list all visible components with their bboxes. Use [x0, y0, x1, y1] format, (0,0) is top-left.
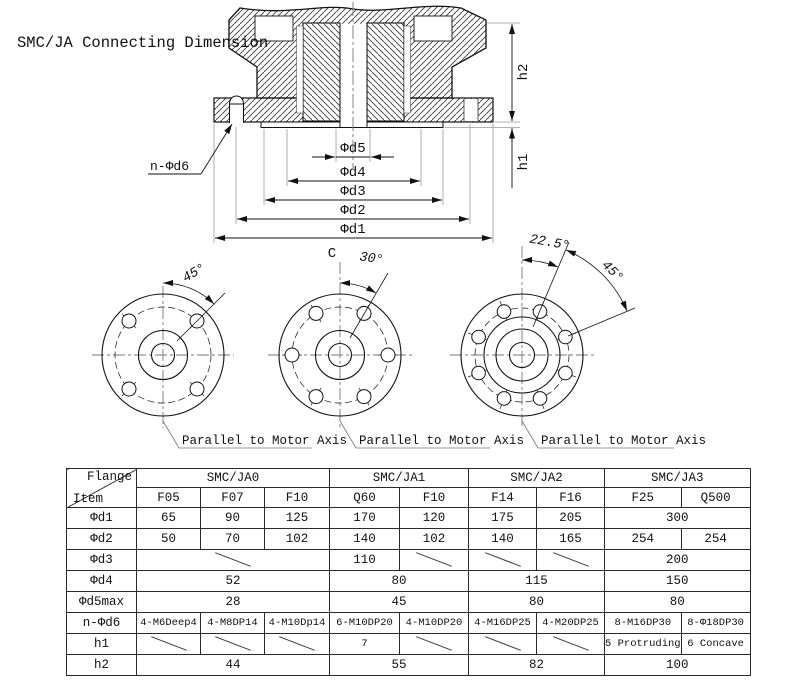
corner-item-label: Item [73, 492, 104, 506]
table-cell: 44 [137, 655, 330, 676]
table-cell: 4-M16DP25 [469, 613, 537, 634]
table-cell: 55 [330, 655, 469, 676]
table-cell-na [400, 550, 469, 571]
table-cell: 140 [330, 529, 400, 550]
dim-label-d5: Φd5 [340, 141, 366, 157]
view-c-note: Parallel to Motor Axis [541, 434, 707, 448]
not-applicable-slash [416, 552, 452, 567]
dim-label-h1: h1 [516, 153, 532, 171]
table-cell: 6-M10DP20 [330, 613, 400, 634]
counterbore-cap [230, 96, 244, 104]
table-cell: 65 [137, 508, 201, 529]
table-cell: 5 Protruding [605, 634, 682, 655]
table-cell: 115 [469, 571, 605, 592]
table-cell-na [201, 634, 265, 655]
not-applicable-slash [485, 552, 521, 567]
table-cell: 100 [605, 655, 751, 676]
table-cell: 102 [265, 529, 330, 550]
dim-label-d4: Φd4 [340, 165, 366, 181]
row-label: Φd2 [67, 529, 137, 550]
not-applicable-slash [215, 636, 251, 651]
view-c-angle1: 22.5° [528, 232, 571, 255]
dim-label-h2: h2 [516, 63, 532, 81]
table-cell: 82 [469, 655, 605, 676]
flange-model-header: F07 [201, 488, 265, 508]
flange-model-header: Q500 [681, 488, 750, 508]
page-title: SMC/JA Connecting Dimension [17, 34, 269, 52]
table-cell: 4-M10Dp14 [265, 613, 330, 634]
dimension-table [66, 468, 751, 676]
table-cell-na [137, 634, 201, 655]
bolt-hole-callout [148, 124, 232, 174]
table-cell: 254 [681, 529, 750, 550]
table-cell-na [400, 634, 469, 655]
table-cell: 254 [605, 529, 682, 550]
table-cell: 200 [605, 550, 751, 571]
row-label: Φd1 [67, 508, 137, 529]
table-cell: 4-M6Deep4 [137, 613, 201, 634]
hub-left [303, 23, 340, 121]
table-cell: 205 [537, 508, 605, 529]
corner-flange-label: Flange [86, 470, 132, 484]
not-applicable-slash [151, 636, 187, 651]
not-applicable-slash [416, 636, 452, 651]
view-c-angle2: 45° [597, 258, 626, 287]
bolt-hole-label: n-Φd6 [150, 159, 190, 174]
table-corner-cell [67, 469, 137, 508]
flange-model-header: F10 [265, 488, 330, 508]
table-cell-na [469, 634, 537, 655]
flange-group-header: SMC/JA2 [469, 469, 605, 488]
table-cell: 7 [330, 634, 400, 655]
table-cell-na [265, 634, 330, 655]
table-cell: 80 [330, 571, 469, 592]
table-cell-na [537, 550, 605, 571]
view-a-angle: 45° [180, 261, 210, 287]
table-cell: 50 [137, 529, 201, 550]
row-label: h1 [67, 634, 137, 655]
table-cell: 4-M20DP25 [537, 613, 605, 634]
table-cell: 140 [469, 529, 537, 550]
hub-right [367, 23, 404, 121]
not-applicable-slash [485, 636, 521, 651]
table-cell: 170 [330, 508, 400, 529]
not-applicable-slash [215, 552, 251, 567]
table-cell: 28 [137, 592, 330, 613]
flange-model-header: F25 [605, 488, 682, 508]
not-applicable-slash [279, 636, 315, 651]
table-cell: 80 [469, 592, 605, 613]
table-cell: 110 [330, 550, 400, 571]
bolt-pocket-right [414, 16, 452, 41]
table-cell-na [137, 550, 330, 571]
flange-model-header: F10 [400, 488, 469, 508]
flange-group-header: SMC/JA0 [137, 469, 330, 488]
flange-model-header: F16 [537, 488, 605, 508]
view-b-angle: 30° [358, 250, 385, 269]
table-cell: 4-M10DP20 [400, 613, 469, 634]
table-cell: 165 [537, 529, 605, 550]
table-cell: 90 [201, 508, 265, 529]
flange-model-header: F14 [469, 488, 537, 508]
table-cell: 175 [469, 508, 537, 529]
row-label: Φd3 [67, 550, 137, 571]
row-label: Φd5max [67, 592, 137, 613]
table-cell: 8-Φ18DP30 [681, 613, 750, 634]
flange-model-header: F05 [137, 488, 201, 508]
table-cell: 6 Concave [681, 634, 750, 655]
table-cell: 70 [201, 529, 265, 550]
table-cell: 120 [400, 508, 469, 529]
dim-label-d3: Φd3 [340, 184, 366, 200]
table-cell: 102 [400, 529, 469, 550]
table-cell: 125 [265, 508, 330, 529]
bolt-view-6 [268, 262, 412, 428]
table-cell: 52 [137, 571, 330, 592]
row-label: Φd4 [67, 571, 137, 592]
row-label: h2 [67, 655, 137, 676]
bolt-view-4 [92, 283, 234, 428]
view-b-label: C [327, 246, 337, 262]
table-cell: 300 [605, 508, 751, 529]
dim-label-d1: Φd1 [340, 222, 366, 238]
table-cell: 80 [605, 592, 751, 613]
not-applicable-slash [553, 552, 589, 567]
dim-label-d2: Φd2 [340, 203, 366, 219]
table-cell: 150 [605, 571, 751, 592]
not-applicable-slash [553, 636, 589, 651]
row-label: n-Φd6 [67, 613, 137, 634]
view-b-note: Parallel to Motor Axis [359, 434, 525, 448]
table-cell: 4-M8DP14 [201, 613, 265, 634]
table-cell: 45 [330, 592, 469, 613]
table-cell-na [469, 550, 537, 571]
table-cell-na [537, 634, 605, 655]
dimension-table-wrap [66, 468, 751, 676]
table-cell: 8-M16DP30 [605, 613, 682, 634]
flange-group-header: SMC/JA1 [330, 469, 469, 488]
flange-model-header: Q60 [330, 488, 400, 508]
view-a-note: Parallel to Motor Axis [182, 434, 348, 448]
flange-group-header: SMC/JA3 [605, 469, 751, 488]
